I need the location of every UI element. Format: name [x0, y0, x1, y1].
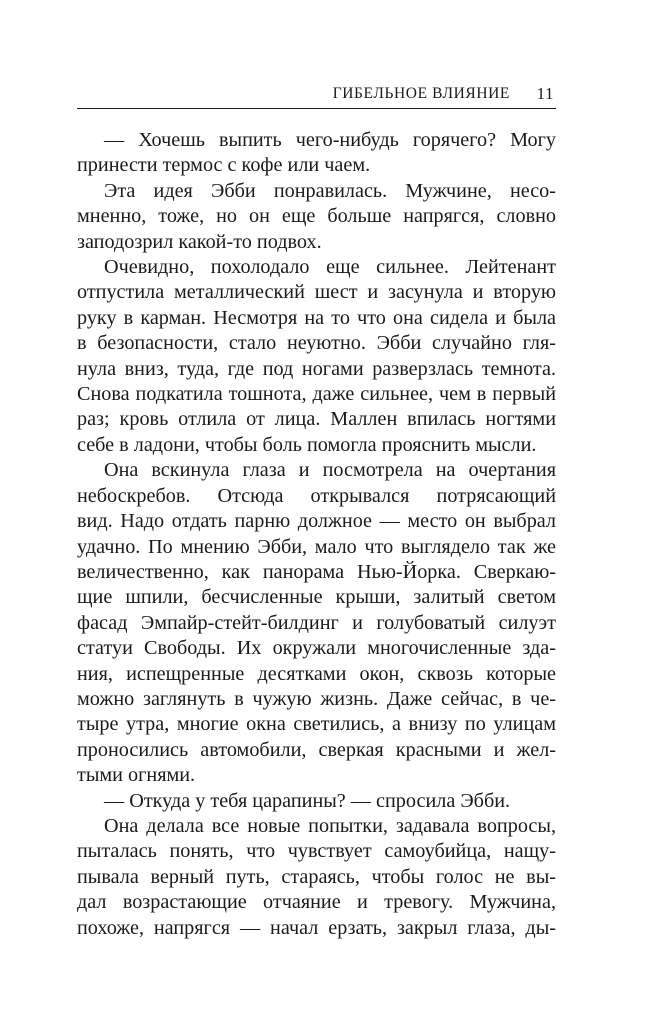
paragraph	[77, 179, 556, 255]
text-line: дал возрастающие отчаяние и тревогу. Мужчина,	[77, 891, 556, 914]
paragraph	[77, 458, 556, 788]
text-line: Она делала все новые попытки, задавала вопросы,	[104, 814, 556, 837]
text-line: удачно. По мнению Эбби, мало что выглядело так же	[77, 535, 556, 558]
text-line: себе в ладони, чтобы боль помогла прояснить мысли.	[77, 433, 537, 456]
text-line: похоже, напрягся — начал ерзать, закрыл глаза, ды-	[77, 916, 556, 939]
text-line: пыталась понять, что чувствует самоубийца, нащу-	[77, 840, 556, 863]
body-text	[77, 128, 556, 941]
text-line: мненно, тоже, но он еще больше напрягся, словно	[77, 205, 556, 228]
text-line: в безопасности, стало неуютно. Эбби случайно гля-	[77, 332, 556, 355]
text-line: щие шпили, бесчисленные крыши, залитый светом	[77, 586, 556, 609]
text-line: Она вскинула глаза и посмотрела на очертания	[104, 459, 556, 482]
text-line: можно заглянуть в чужую жизнь. Даже сейчас, в че-	[77, 687, 556, 710]
paragraph	[77, 255, 556, 458]
text-line: тыми огнями.	[77, 764, 196, 787]
text-line: — Хочешь выпить чего-нибудь горячего? Могу	[104, 129, 556, 151]
text-line: статуи Свободы. Их окружали многочисленные зда-	[77, 637, 556, 660]
text-line: ния, испещренные десятками окон, сквозь которые	[77, 662, 556, 685]
text-line: руку в карман. Несмотря на то что она сидела и была	[77, 306, 556, 329]
text-line: принести термос с кофе или чаем.	[77, 154, 371, 177]
paragraph	[77, 814, 556, 941]
text-line: вид. Надо отдать парню должное — место он выбрал	[77, 510, 556, 533]
text-line: заподозрил какой-то подвох.	[77, 230, 322, 253]
paragraph	[77, 789, 556, 814]
text-line: раз; кровь отлила от лица. Маллен впилась ногтями	[77, 408, 556, 431]
text-line: проносились автомобили, сверкая красными и жел-	[77, 738, 556, 761]
text-line: пывала верный путь, стараясь, чтобы голос не вы-	[77, 865, 556, 888]
text-line: тыре утра, многие окна светились, а внизу по улицам	[77, 713, 556, 736]
text-line: — Откуда у тебя царапины? — спросила Эбби.	[104, 789, 511, 812]
text-line: фасад Эмпайр-стейт-билдинг и голубоватый силуэт	[77, 611, 556, 634]
text-line: Снова подкатила тошнота, даже сильнее, чем в первый	[77, 383, 556, 406]
text-line: отпустила металлический шест и засунула и вторую	[77, 281, 556, 304]
paragraph	[77, 128, 556, 179]
text-line: небоскребов. Отсюда открывался потрясающий	[77, 484, 556, 507]
running-title: ГИБЕЛЬНОЕ ВЛИЯНИЕ	[332, 85, 510, 102]
text-line: Эта идея Эбби понравилась. Мужчине, несо-	[104, 179, 556, 202]
text-line: величественно, как панорама Нью-Йорка. Сверкаю-	[77, 560, 556, 583]
running-header	[77, 84, 556, 109]
text-line: нула вниз, туда, где под ногами разверзлась темнота.	[77, 357, 556, 380]
page-number: 11	[536, 84, 554, 103]
text-line: Очевидно, похолодало еще сильнее. Лейтенант	[104, 256, 556, 279]
